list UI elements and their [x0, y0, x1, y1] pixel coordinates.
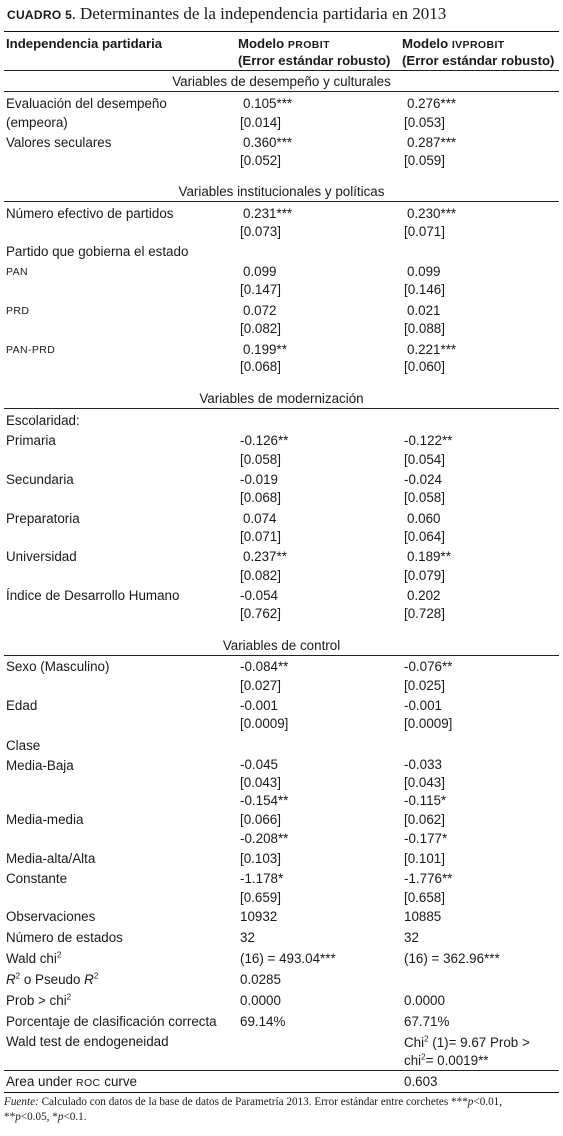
- se-cell: [0.027]: [240, 678, 281, 693]
- r2-r2: R: [84, 972, 94, 987]
- se-cell: [0.073]: [240, 224, 281, 239]
- stat-cell: (16) = 493.04***: [240, 951, 336, 966]
- se-cell: [0.066]: [240, 812, 281, 827]
- se-cell: [0.082]: [240, 321, 281, 336]
- table-title-text: Determinantes de la independencia partidaria en 2013: [79, 4, 447, 23]
- section-title: Variables de desempeño y culturales: [172, 74, 391, 89]
- stat-cell: [404, 1033, 530, 1052]
- header-col1-model: PROBIT: [287, 39, 330, 51]
- stat-label: Número de estados: [6, 930, 123, 945]
- coef-cell: -0.001: [404, 698, 442, 713]
- se-cell: [0.103]: [240, 851, 281, 866]
- coef-cell: 0.021: [407, 303, 441, 318]
- section-title: Variables de control: [222, 638, 341, 653]
- section-rule: [4, 408, 559, 409]
- footnote-p1: p: [467, 1096, 474, 1108]
- coef-cell: -1.178*: [240, 871, 284, 886]
- se-cell: [0.054]: [404, 452, 445, 467]
- row-label: Media-Baja: [6, 758, 74, 773]
- se-cell: [0.058]: [404, 490, 445, 505]
- stat-cell: (16) = 362.96***: [404, 951, 500, 966]
- se-cell: [0.025]: [404, 678, 445, 693]
- footnote-fuente: Fuente:: [4, 1096, 39, 1108]
- se-cell: [0.0009]: [240, 716, 289, 731]
- top-rule: [4, 31, 559, 32]
- stat-label: Porcentaje de clasificación correcta: [6, 1014, 217, 1029]
- coef-cell: 0.199**: [243, 342, 287, 357]
- coef-cell: 0.230***: [407, 206, 457, 221]
- coef-cell: -0.019: [240, 472, 278, 487]
- stat-cell: 32: [404, 930, 419, 945]
- coef-cell: 0.074: [243, 511, 277, 526]
- coef-cell: -0.208**: [240, 831, 289, 846]
- coef-cell: 0.231***: [243, 206, 293, 221]
- footnote-p2: p: [15, 1111, 21, 1123]
- coef-cell: 0.237**: [243, 549, 287, 564]
- table-label: CUADRO 5.: [7, 8, 76, 22]
- auc-label: Area under: [6, 1074, 76, 1089]
- se-cell: [0.101]: [404, 851, 445, 866]
- se-cell: [0.0009]: [404, 716, 453, 731]
- footnote-text3: **: [4, 1111, 16, 1123]
- footnote-text4: <0.05, *: [20, 1111, 58, 1123]
- stat-cell: [404, 1051, 489, 1070]
- stat-cell: 67.71%: [404, 1014, 450, 1029]
- coef-cell: -0.177*: [404, 831, 448, 846]
- wald-label: Wald chi: [6, 951, 57, 966]
- coef-cell: 0.287***: [407, 135, 457, 150]
- wte-sup2: 2: [421, 1052, 426, 1062]
- row-label: Número efectivo de partidos: [6, 206, 174, 221]
- r2-sup2: 2: [93, 971, 99, 981]
- stat-label: Observaciones: [6, 909, 96, 924]
- r2-r: R: [6, 972, 16, 987]
- row-label: Escolaridad:: [6, 413, 80, 428]
- coef-cell: -0.126**: [240, 433, 289, 448]
- row-label: Sexo (Masculino): [6, 659, 110, 674]
- row-label: Preparatoria: [6, 511, 80, 526]
- footnote-text1: Calculado con datos de la base de datos de Parametría 2013. Error estándar entre corchetes ***: [38, 1096, 468, 1108]
- row-label: Constante: [6, 871, 68, 886]
- se-cell: [0.082]: [240, 568, 281, 583]
- prob-sup: 2: [66, 992, 72, 1002]
- stats-rule: [4, 1070, 559, 1071]
- bottom-rule: [4, 1092, 559, 1093]
- table-title: [7, 4, 559, 28]
- stat-cell: 10885: [404, 909, 442, 924]
- stat-cell: 0.0285: [240, 972, 281, 987]
- coef-cell: 0.060: [407, 511, 441, 526]
- footnote-p3: p: [57, 1111, 64, 1123]
- row-label: Secundaria: [6, 472, 74, 487]
- coef-cell: 0.276***: [407, 96, 457, 111]
- section-rule: [4, 91, 559, 92]
- prob-label: Prob > chi: [6, 993, 67, 1008]
- se-cell: [0.059]: [404, 153, 445, 168]
- se-cell: [0.147]: [240, 282, 281, 297]
- se-cell: [0.071]: [404, 224, 445, 239]
- wte-chi2: chi: [404, 1053, 422, 1068]
- coef-cell: 0.099: [243, 264, 277, 279]
- se-cell: [0.060]: [404, 359, 445, 374]
- header-col0: Independencia partidaria: [6, 36, 163, 51]
- header-col2: [402, 36, 554, 69]
- coef-cell: 0.105***: [243, 96, 293, 111]
- stat-label: Wald test de endogeneidad: [6, 1034, 169, 1049]
- row-label: Primaria: [6, 433, 56, 448]
- coef-cell: -1.776**: [404, 871, 453, 886]
- section-title: Variables de modernización: [199, 391, 364, 406]
- se-cell: [0.043]: [240, 775, 281, 790]
- header-col2-se: (Error estándar robusto): [402, 53, 555, 68]
- r2-sup: 2: [15, 971, 21, 981]
- stat-cell: 32: [240, 930, 255, 945]
- se-cell: [0.053]: [404, 115, 445, 130]
- se-cell: [0.728]: [404, 606, 445, 621]
- stat-label: [6, 949, 61, 968]
- coef-cell: -0.076**: [404, 659, 453, 674]
- header-col2-model: IVPROBIT: [451, 39, 505, 51]
- header-col1-se: (Error estándar robusto): [238, 53, 391, 68]
- coef-cell: -0.033: [404, 757, 442, 772]
- se-cell: [0.146]: [404, 282, 445, 297]
- coef-cell: -0.115*: [404, 793, 447, 808]
- section-title: Variables institucionales y políticas: [178, 184, 385, 199]
- footnote-text5: <0.1.: [63, 1111, 87, 1123]
- wte-rest: (1)= 9.67 Prob >: [428, 1035, 530, 1050]
- coef-cell: 0.360***: [243, 135, 293, 150]
- section-rule: [4, 201, 559, 202]
- wte-rest2: = 0.0019**: [425, 1053, 489, 1068]
- coef-cell: 0.221***: [407, 342, 457, 357]
- row-label: Partido que gobierna el estado: [6, 244, 189, 259]
- coef-cell: -0.154**: [240, 793, 289, 808]
- stat-label: [6, 970, 98, 989]
- se-cell: [0.071]: [240, 529, 281, 544]
- row-label: Índice de Desarrollo Humano: [6, 588, 180, 603]
- coef-cell: -0.024: [404, 472, 442, 487]
- auc-label2: curve: [100, 1074, 137, 1089]
- wald-sup: 2: [56, 950, 62, 960]
- r2-mid: o Pseudo: [20, 972, 85, 987]
- footnote: [4, 1095, 562, 1125]
- header-col2-prefix: Modelo: [402, 36, 452, 51]
- header-col1-prefix: Modelo: [238, 36, 288, 51]
- stat-cell: 0.0000: [240, 993, 281, 1008]
- header-col1: [238, 36, 390, 69]
- se-cell: [0.014]: [240, 115, 281, 130]
- stat-cell: 0.0000: [404, 993, 445, 1008]
- wte-sup: 2: [424, 1034, 429, 1044]
- row-label: (empeora): [6, 115, 68, 130]
- se-cell: [0.079]: [404, 568, 445, 583]
- header-rule: [4, 70, 559, 71]
- se-cell: [0.762]: [240, 606, 281, 621]
- row-label: Media-media: [6, 812, 84, 827]
- stat-label: [6, 1072, 137, 1091]
- coef-cell: -0.084**: [240, 659, 289, 674]
- wte-chi: Chi: [404, 1035, 425, 1050]
- se-cell: [0.659]: [240, 890, 281, 905]
- se-cell: [0.043]: [404, 775, 445, 790]
- row-label: Clase: [6, 738, 41, 753]
- coef-cell: 0.189**: [407, 549, 451, 564]
- se-cell: [0.068]: [240, 490, 281, 505]
- se-cell: [0.062]: [404, 812, 445, 827]
- row-label: Edad: [6, 698, 38, 713]
- se-cell: [0.064]: [404, 529, 445, 544]
- stat-label: [6, 991, 71, 1010]
- stat-cell: 69.14%: [240, 1014, 286, 1029]
- se-cell: [0.058]: [240, 452, 281, 467]
- coef-cell: -0.001: [240, 698, 278, 713]
- row-label: PAN-PRD: [6, 344, 56, 356]
- coef-cell: -0.045: [240, 757, 278, 772]
- row-label: PRD: [6, 305, 30, 317]
- coef-cell: 0.072: [243, 303, 277, 318]
- coef-cell: 0.202: [407, 588, 441, 603]
- row-label: Valores seculares: [6, 135, 112, 150]
- footnote-text2: <0.01,: [473, 1096, 503, 1108]
- row-label: Evaluación del desempeño: [6, 96, 167, 111]
- coef-cell: -0.054: [240, 588, 278, 603]
- row-label: Media-alta/Alta: [6, 851, 96, 866]
- row-label: Universidad: [6, 549, 77, 564]
- auc-roc: ROC: [75, 1077, 101, 1089]
- coef-cell: 0.099: [407, 264, 441, 279]
- se-cell: [0.068]: [240, 359, 281, 374]
- stat-cell: 0.603: [404, 1074, 438, 1089]
- row-label: PAN: [6, 266, 29, 278]
- se-cell: [0.088]: [404, 321, 445, 336]
- se-cell: [0.052]: [240, 153, 281, 168]
- coef-cell: -0.122**: [404, 433, 453, 448]
- section-rule: [4, 655, 559, 656]
- se-cell: [0.658]: [404, 890, 445, 905]
- stat-cell: 10932: [240, 909, 278, 924]
